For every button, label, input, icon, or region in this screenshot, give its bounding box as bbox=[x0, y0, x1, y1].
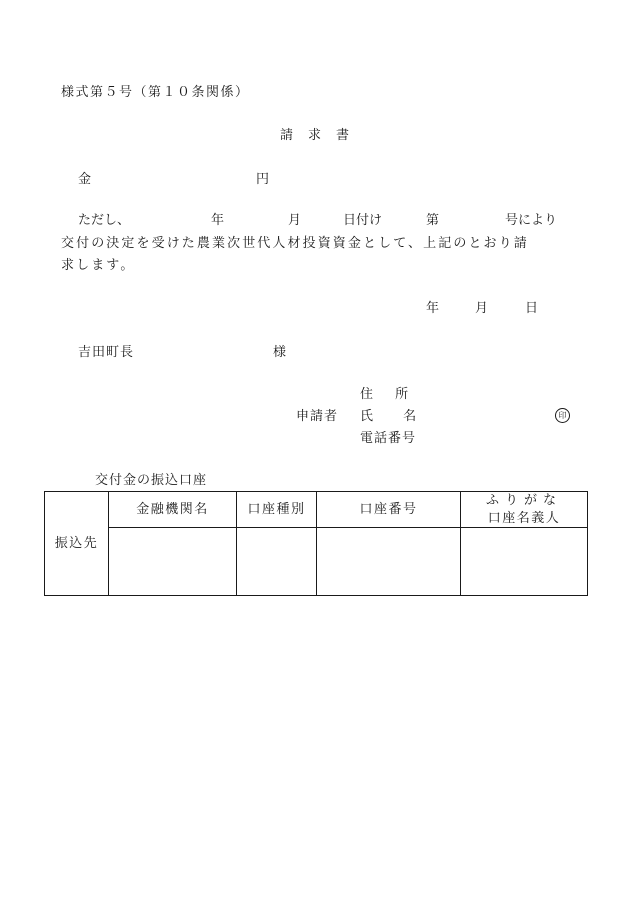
body-year: 年 bbox=[211, 213, 225, 228]
table-row bbox=[45, 528, 588, 596]
body-line-3: 求します。 bbox=[61, 258, 136, 273]
body-dai: 第 bbox=[426, 213, 440, 228]
body-month: 月 bbox=[288, 213, 302, 228]
column-header-account-type: 口座種別 bbox=[237, 492, 317, 528]
bank-name-cell[interactable] bbox=[109, 528, 237, 596]
date-month: 月 bbox=[475, 301, 489, 316]
form-number: 様式第５号（第１０条関係） bbox=[61, 85, 250, 100]
date-year: 年 bbox=[426, 301, 440, 316]
addressee-name: 吉田町長 bbox=[78, 345, 135, 360]
account-holder-label: 口座名義人 bbox=[487, 510, 561, 526]
column-header-account-holder bbox=[461, 492, 588, 528]
seal-mark-icon: 印 bbox=[555, 408, 570, 423]
amount-label: 金 bbox=[78, 172, 92, 187]
table-header-row bbox=[45, 492, 588, 528]
body-suffix: 号により bbox=[505, 213, 558, 228]
account-holder-cell[interactable] bbox=[461, 528, 588, 596]
account-type-cell[interactable] bbox=[237, 528, 317, 596]
column-header-account-number: 口座番号 bbox=[317, 492, 461, 528]
phone-label: 電話番号 bbox=[360, 431, 417, 446]
document-title: 請 求 書 bbox=[280, 128, 351, 143]
amount-unit: 円 bbox=[256, 172, 270, 187]
address-label: 住 所 bbox=[360, 387, 409, 402]
account-number-cell[interactable] bbox=[317, 528, 461, 596]
applicant-label: 申請者 bbox=[296, 409, 339, 424]
name-label: 氏 名 bbox=[360, 409, 417, 424]
body-prefix: ただし、 bbox=[78, 213, 131, 228]
body-line-2: 交付の決定を受けた農業次世代人材投資資金として、上記のとおり請 bbox=[61, 236, 529, 251]
column-header-bank-name: 金融機関名 bbox=[109, 492, 237, 528]
row-header-transfer-destination: 振込先 bbox=[45, 492, 109, 596]
bank-account-caption: 交付金の振込口座 bbox=[95, 473, 208, 488]
account-holder-furigana: ふりがな bbox=[485, 493, 562, 508]
date-day: 日 bbox=[525, 301, 539, 316]
addressee-honorific: 様 bbox=[273, 345, 287, 360]
body-dated: 日付け bbox=[343, 213, 383, 228]
bank-account-table bbox=[44, 491, 588, 596]
